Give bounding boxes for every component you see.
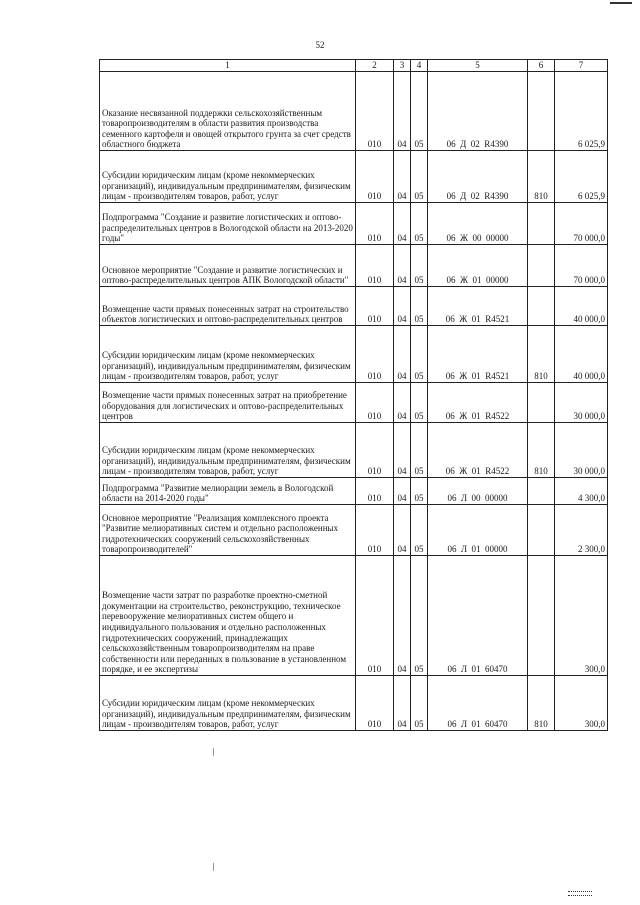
row-section: 04 bbox=[394, 287, 411, 326]
row-expense-type bbox=[528, 478, 555, 505]
row-subsection: 05 bbox=[411, 478, 428, 505]
row-amount: 70 000,0 bbox=[555, 203, 608, 245]
table-row bbox=[100, 556, 608, 676]
row-subsection: 05 bbox=[411, 556, 428, 676]
row-grbs: 010 bbox=[356, 203, 394, 245]
table-row bbox=[100, 478, 608, 505]
row-subsection: 05 bbox=[411, 151, 428, 203]
row-grbs: 010 bbox=[356, 478, 394, 505]
table-row bbox=[100, 203, 608, 245]
row-grbs: 010 bbox=[356, 505, 394, 556]
row-subsection: 05 bbox=[411, 245, 428, 287]
row-amount: 40 000,0 bbox=[555, 287, 608, 326]
table-row bbox=[100, 423, 608, 478]
row-section: 04 bbox=[394, 505, 411, 556]
row-expense-type bbox=[528, 383, 555, 423]
row-expense-type bbox=[528, 245, 555, 287]
header-col-1: 1 bbox=[100, 60, 356, 72]
row-grbs: 010 bbox=[356, 676, 394, 731]
row-section: 04 bbox=[394, 72, 411, 151]
header-col-7: 7 bbox=[555, 60, 608, 72]
table-row bbox=[100, 72, 608, 151]
row-name: Субсидии юридическим лицам (кроме некоммерческих организаций), индивидуальным предпринимателям, физическим лицам - производителям товаров, работ, услуг bbox=[100, 676, 356, 731]
row-grbs: 010 bbox=[356, 72, 394, 151]
row-expense-type bbox=[528, 505, 555, 556]
budget-table bbox=[99, 59, 608, 731]
row-target-code: 06 Д 02 R4390 bbox=[428, 151, 528, 203]
row-grbs: 010 bbox=[356, 383, 394, 423]
row-name: Подпрограмма "Развитие мелиорации земель в Вологодской области на 2014-2020 годы" bbox=[100, 478, 356, 505]
row-section: 04 bbox=[394, 203, 411, 245]
header-row bbox=[100, 60, 608, 72]
row-name: Субсидии юридическим лицам (кроме некоммерческих организаций), индивидуальным предпринимателям, физическим лицам - производителям товаров, работ, услуг bbox=[100, 326, 356, 383]
row-subsection: 05 bbox=[411, 326, 428, 383]
row-amount: 300,0 bbox=[555, 676, 608, 731]
row-amount: 30 000,0 bbox=[555, 423, 608, 478]
row-grbs: 010 bbox=[356, 423, 394, 478]
budget-table-body bbox=[100, 72, 608, 731]
row-name: Субсидии юридическим лицам (кроме некоммерческих организаций), индивидуальным предпринимателям, физическим лицам - производителям товаров, работ, услуг bbox=[100, 151, 356, 203]
row-subsection: 05 bbox=[411, 287, 428, 326]
row-section: 04 bbox=[394, 556, 411, 676]
row-target-code: 06 Ж 01 R4522 bbox=[428, 383, 528, 423]
row-amount: 300,0 bbox=[555, 556, 608, 676]
row-target-code: 06 Л 01 00000 bbox=[428, 505, 528, 556]
row-section: 04 bbox=[394, 478, 411, 505]
row-section: 04 bbox=[394, 423, 411, 478]
row-amount: 6 025,9 bbox=[555, 72, 608, 151]
row-subsection: 05 bbox=[411, 383, 428, 423]
row-amount: 30 000,0 bbox=[555, 383, 608, 423]
row-name: Подпрограмма "Создание и развитие логистических и оптово-распределительных центров в Вологодской области на 2013-2020 годы" bbox=[100, 203, 356, 245]
row-expense-type: 810 bbox=[528, 151, 555, 203]
header-col-5: 5 bbox=[428, 60, 528, 72]
table-row bbox=[100, 287, 608, 326]
row-section: 04 bbox=[394, 326, 411, 383]
row-target-code: 06 Ж 01 R4521 bbox=[428, 326, 528, 383]
row-expense-type bbox=[528, 287, 555, 326]
row-section: 04 bbox=[394, 676, 411, 731]
row-expense-type: 810 bbox=[528, 423, 555, 478]
row-grbs: 010 bbox=[356, 287, 394, 326]
row-grbs: 010 bbox=[356, 245, 394, 287]
row-target-code: 06 Д 02 R4390 bbox=[428, 72, 528, 151]
row-target-code: 06 Ж 01 00000 bbox=[428, 245, 528, 287]
header-col-2: 2 bbox=[356, 60, 394, 72]
row-subsection: 05 bbox=[411, 203, 428, 245]
row-target-code: 06 Ж 00 00000 bbox=[428, 203, 528, 245]
row-expense-type bbox=[528, 72, 555, 151]
page-number: 52 bbox=[315, 40, 325, 50]
header-col-6: 6 bbox=[528, 60, 555, 72]
row-section: 04 bbox=[394, 245, 411, 287]
header-col-3: 3 bbox=[394, 60, 411, 72]
table-row bbox=[100, 383, 608, 423]
row-subsection: 05 bbox=[411, 423, 428, 478]
row-amount: 40 000,0 bbox=[555, 326, 608, 383]
table-row bbox=[100, 151, 608, 203]
row-subsection: 05 bbox=[411, 505, 428, 556]
row-grbs: 010 bbox=[356, 556, 394, 676]
row-name: Возмещение части затрат по разработке проектно-сметной документации на строительство, реконструкцию, техническое перевооружение мелиоративных систем общего и индивидуального пользования и отдельно расположенных гидротехнических сооружений, принадлежащих сельскохозяйственным товаропроизводителям на праве собственности или переданных в пользование в установленном порядке, и ее экспертизы bbox=[100, 556, 356, 676]
row-grbs: 010 bbox=[356, 151, 394, 203]
table-row bbox=[100, 326, 608, 383]
scan-mark-top bbox=[610, 2, 632, 4]
row-grbs: 010 bbox=[356, 326, 394, 383]
row-subsection: 05 bbox=[411, 676, 428, 731]
row-expense-type: 810 bbox=[528, 676, 555, 731]
row-amount: 6 025,9 bbox=[555, 151, 608, 203]
table-row bbox=[100, 676, 608, 731]
header-col-4: 4 bbox=[411, 60, 428, 72]
row-target-code: 06 Л 00 00000 bbox=[428, 478, 528, 505]
row-section: 04 bbox=[394, 383, 411, 423]
scan-mark-bottom bbox=[568, 891, 592, 896]
row-subsection: 05 bbox=[411, 72, 428, 151]
table-row bbox=[100, 245, 608, 287]
row-name: Основное мероприятие "Создание и развитие логистических и оптово-распределительных центров АПК Вологодской области" bbox=[100, 245, 356, 287]
row-expense-type bbox=[528, 203, 555, 245]
row-target-code: 06 Л 01 60470 bbox=[428, 676, 528, 731]
row-name: Оказание несвязанной поддержки сельскохозяйственным товаропроизводителям в области развития производства семенного картофеля и овощей открытого грунта за счет средств областного бюджета bbox=[100, 72, 356, 151]
scan-artifact bbox=[213, 748, 214, 756]
row-target-code: 06 Л 01 60470 bbox=[428, 556, 528, 676]
row-expense-type: 810 bbox=[528, 326, 555, 383]
row-name: Субсидии юридическим лицам (кроме некоммерческих организаций), индивидуальным предпринимателям, физическим лицам - производителям товаров, работ, услуг bbox=[100, 423, 356, 478]
table-row bbox=[100, 505, 608, 556]
row-name: Возмещение части прямых понесенных затрат на приобретение оборудования для логистических и оптово-распределительных центров bbox=[100, 383, 356, 423]
scan-artifact bbox=[213, 863, 214, 871]
row-amount: 4 300,0 bbox=[555, 478, 608, 505]
row-name: Возмещение части прямых понесенных затрат на строительство объектов логистических и оптово-распределительных центров bbox=[100, 287, 356, 326]
row-expense-type bbox=[528, 556, 555, 676]
row-target-code: 06 Ж 01 R4522 bbox=[428, 423, 528, 478]
row-target-code: 06 Ж 01 R4521 bbox=[428, 287, 528, 326]
row-section: 04 bbox=[394, 151, 411, 203]
row-amount: 70 000,0 bbox=[555, 245, 608, 287]
row-amount: 2 300,0 bbox=[555, 505, 608, 556]
row-name: Основное мероприятие "Реализация комплексного проекта "Развитие мелиоративных систем и отдельно расположенных гидротехнических сооружений сельскохозяйственных товаропроизводителей" bbox=[100, 505, 356, 556]
